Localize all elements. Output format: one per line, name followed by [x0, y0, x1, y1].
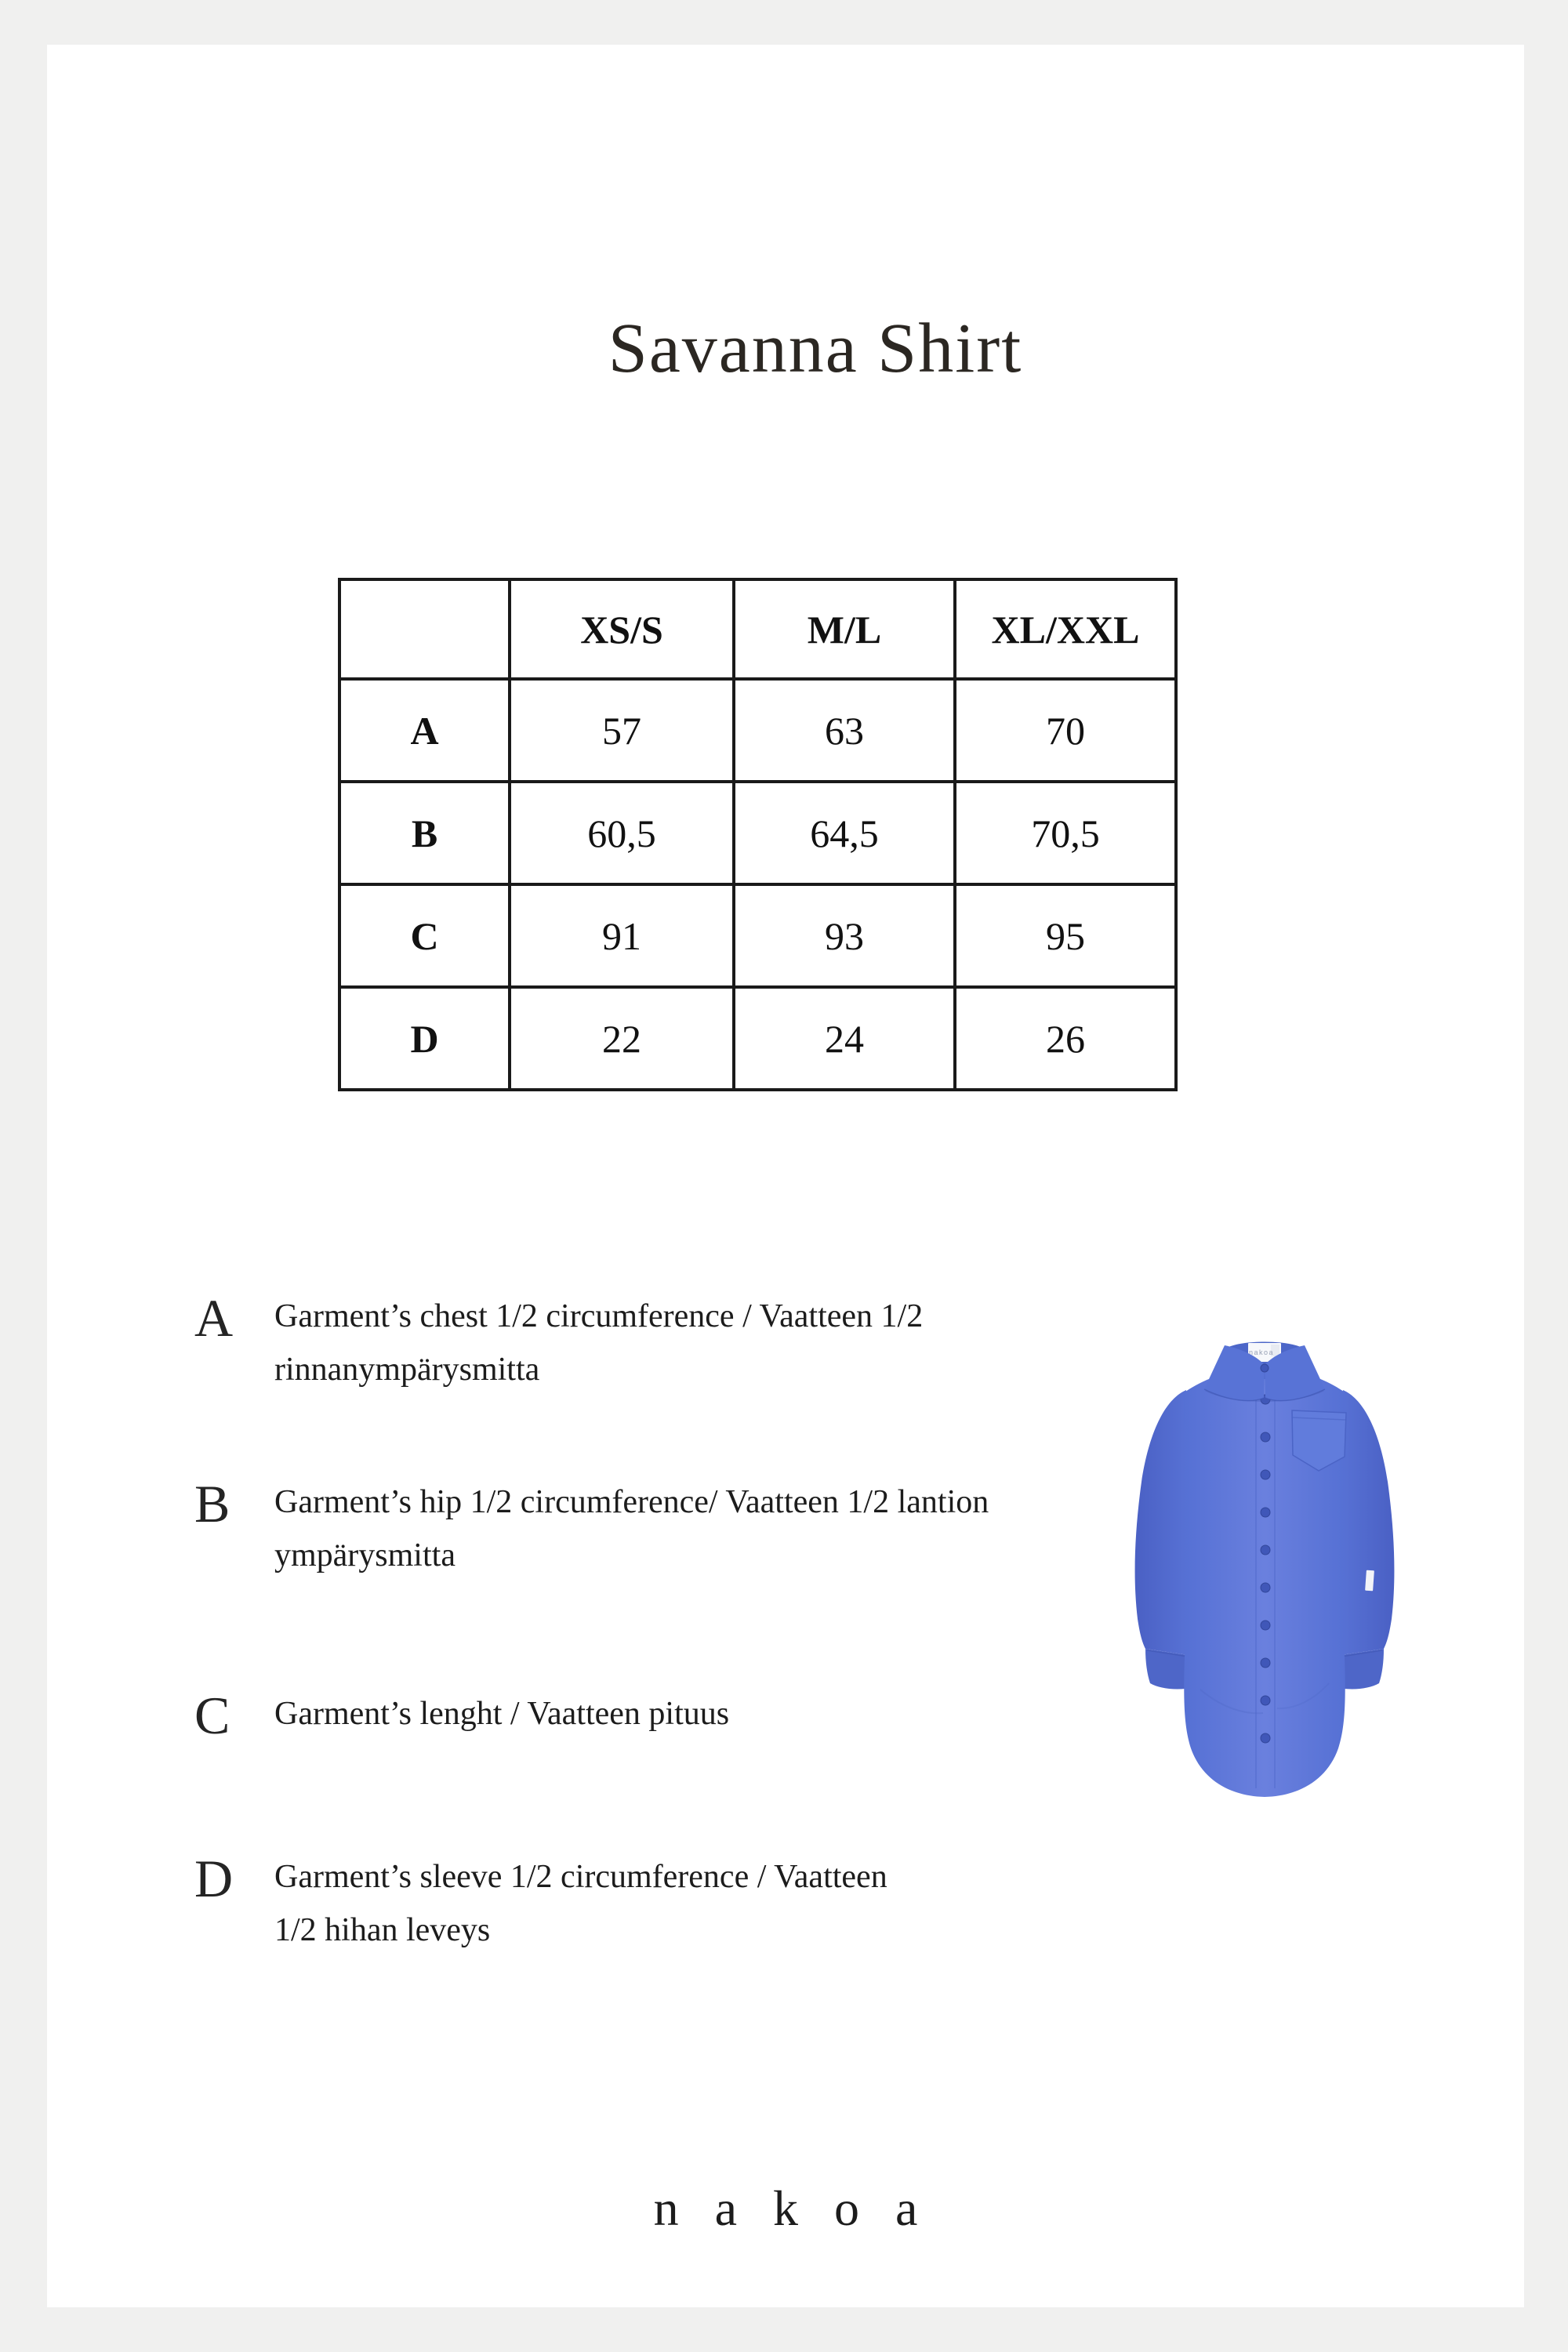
measurement-line: Garment’s hip 1/2 circumference/ Vaatteen 1/2 lantion [274, 1484, 989, 1520]
measurement-description [274, 1475, 1152, 1582]
page-title: Savanna Shirt [608, 310, 1023, 387]
measurement-row-b [194, 1474, 1167, 1599]
size-table-col-m-l: M/L [734, 579, 955, 679]
size-table-header-row [339, 579, 1176, 679]
size-guide-page [47, 45, 1524, 2307]
measurement-description [274, 1687, 1152, 1740]
measurement-line: Garment’s chest 1/2 circumference / Vaatteen 1/2 [274, 1298, 924, 1334]
shirt-body [1183, 1370, 1346, 1797]
cell-value: 70,5 [955, 782, 1176, 884]
measurement-letter: A [194, 1288, 234, 1348]
cell-value: 24 [734, 987, 955, 1090]
product-photo [1131, 1321, 1398, 1807]
side-seam-tag [1365, 1570, 1374, 1592]
cell-value: 95 [955, 884, 1176, 987]
cell-value: 57 [510, 679, 734, 782]
cell-value: 63 [734, 679, 955, 782]
cell-value: 26 [955, 987, 1176, 1090]
cell-value: 64,5 [734, 782, 955, 884]
row-label: A [339, 679, 510, 782]
collar-button [1261, 1364, 1269, 1372]
measurement-line: rinnanympärysmitta [274, 1352, 540, 1388]
measurement-row-a [194, 1288, 1167, 1414]
measurement-letter: B [194, 1474, 230, 1534]
cell-value: 22 [510, 987, 734, 1090]
cell-value: 91 [510, 884, 734, 987]
blue-shirt-illustration [1131, 1321, 1398, 1807]
measurement-line: Garment’s sleeve 1/2 circumference / Vaatteen [274, 1859, 887, 1895]
measurement-line: ympärysmitta [274, 1537, 456, 1573]
size-table [338, 578, 1178, 1091]
measurement-letter: D [194, 1849, 234, 1908]
measurement-line: 1/2 hihan leveys [274, 1912, 491, 1948]
measurement-row-c [194, 1686, 1167, 1811]
size-table-col-xs-s: XS/S [510, 579, 734, 679]
row-label: C [339, 884, 510, 987]
cell-value: 70 [955, 679, 1176, 782]
size-table-col-xl-xxl: XL/XXL [955, 579, 1176, 679]
cell-value: 93 [734, 884, 955, 987]
size-table-corner-cell [339, 579, 510, 679]
brand-logo: nakoa [653, 2180, 954, 2236]
measurement-description [274, 1850, 1152, 1957]
measurement-row-d [194, 1849, 1167, 1974]
cell-value: 60,5 [510, 782, 734, 884]
size-table-row-d [339, 987, 1176, 1090]
row-label: D [339, 987, 510, 1090]
size-table-row-a [339, 679, 1176, 782]
row-label: B [339, 782, 510, 884]
measurement-letter: C [194, 1686, 230, 1745]
size-table-row-b [339, 782, 1176, 884]
measurement-description [274, 1290, 1152, 1396]
neck-label-text: nakoa [1248, 1348, 1275, 1356]
measurement-line: Garment’s lenght / Vaatteen pituus [274, 1696, 730, 1732]
size-table-row-c [339, 884, 1176, 987]
